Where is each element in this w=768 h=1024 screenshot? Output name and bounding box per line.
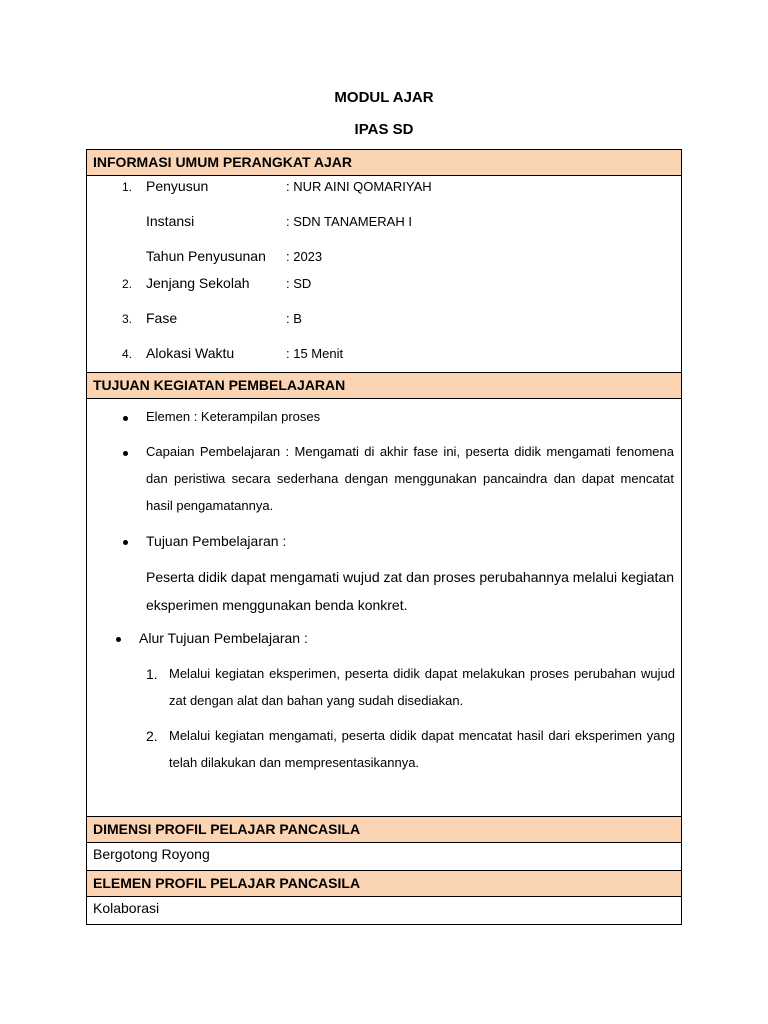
alur-item-2: Melalui kegiatan mengamati, peserta didik dapat mencatat hasil dari eksperimen yang telah dilakukan dan mempresentasikannya. [169,728,675,770]
info-label-tahun: Tahun Penyusunan [146,248,266,264]
section-elemen-value: Kolaborasi [86,897,682,925]
goals-capaian: Capaian Pembelajaran : Mengamati di akhir fase ini, peserta didik mengamati fenomena dan peristiwa secara sederhana dengan menggunakan pancaindra dan dapat mencatat hasil pengamatannya. [146,444,674,513]
info-number: 3. [122,312,133,326]
bullet-icon [123,451,128,456]
info-label-jenjang: Jenjang Sekolah [146,275,250,291]
alur-number: 2. [146,728,158,744]
info-number: 2. [122,277,133,291]
info-label-alokasi: Alokasi Waktu [146,345,235,361]
bullet-icon [123,540,128,545]
section-goals-header: TUJUAN KEGIATAN PEMBELAJARAN [86,372,682,399]
info-value-alokasi: : 15 Menit [286,346,344,361]
bullet-icon [123,416,128,421]
goals-tujuan-text: Peserta didik dapat mengamati wujud zat dan proses perubahannya melalui kegiatan eksperimen menggunakan benda konkret. [146,569,674,613]
section-info-header: INFORMASI UMUM PERANGKAT AJAR [86,149,682,176]
document-title: MODUL AJAR [334,89,434,106]
goals-alur-label: Alur Tujuan Pembelajaran : [139,630,308,646]
section-info-body [86,175,682,373]
bullet-icon [116,637,121,642]
info-number: 4. [122,347,133,361]
alur-number: 1. [146,666,158,682]
section-dimensi-header: DIMENSI PROFIL PELAJAR PANCASILA [86,816,682,843]
info-number: 1. [122,180,133,194]
info-value-tahun: : 2023 [286,249,323,264]
goals-elemen: Elemen : Keterampilan proses [146,409,321,424]
alur-item-1: Melalui kegiatan eksperimen, peserta didik dapat melakukan proses perubahan wujud zat dengan alat dan bahan yang sudah disediakan. [169,666,675,708]
info-value-instansi: : SDN TANAMERAH I [286,214,412,229]
info-value-penyusun: : NUR AINI QOMARIYAH [286,179,432,194]
goals-tujuan-label: Tujuan Pembelajaran : [146,533,287,549]
info-label-penyusun: Penyusun [146,178,209,194]
info-label-instansi: Instansi [146,213,195,229]
section-elemen-header: ELEMEN PROFIL PELAJAR PANCASILA [86,870,682,897]
section-dimensi-value: Bergotong Royong [86,843,682,871]
document-subtitle: IPAS SD [354,121,414,138]
info-label-fase: Fase [146,310,178,326]
info-value-jenjang: : SD [286,276,312,291]
info-value-fase: : B [286,311,302,326]
